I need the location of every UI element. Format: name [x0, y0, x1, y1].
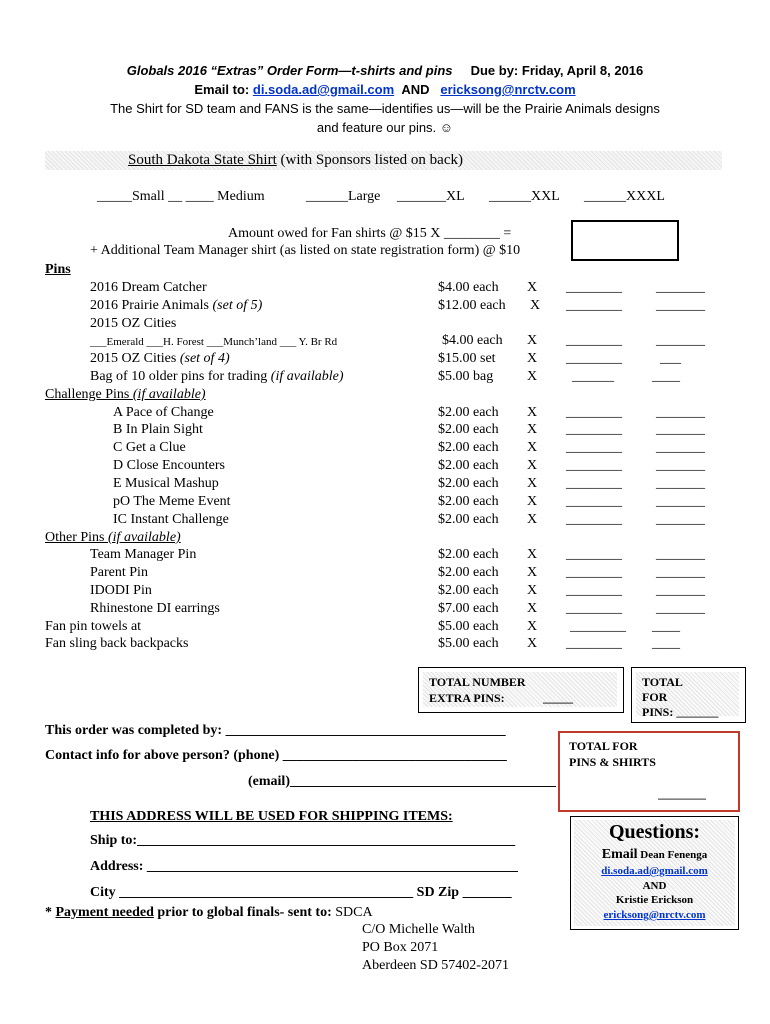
challenge-pins-heading: Challenge Pins (if available)	[45, 387, 206, 402]
other-pin-name: IDODI Pin	[90, 583, 152, 598]
ship-to-field[interactable]: Ship to:______________________________________________________	[90, 833, 516, 848]
pin-price: $2.00 each	[438, 440, 499, 455]
size-large[interactable]: ______Large	[306, 189, 381, 204]
qty-blank[interactable]: ________	[566, 476, 622, 491]
pin-price: $2.00 each	[438, 512, 499, 527]
pin-price: $2.00 each	[438, 422, 499, 437]
size-xxl[interactable]: ______XXL	[489, 189, 560, 204]
due-date: Due by: Friday, April 8, 2016	[470, 63, 644, 78]
challenge-pin-name: D Close Encounters	[113, 458, 225, 473]
other-pin-name: Team Manager Pin	[90, 547, 197, 562]
total-ps-label: TOTAL FOR	[569, 739, 638, 753]
other-pin-name: Fan pin towels at	[45, 619, 142, 634]
qty-blank[interactable]: ________	[566, 298, 622, 313]
pin-trading-bag: Bag of 10 older pins for trading (if available)	[90, 369, 344, 384]
amount-blank[interactable]: _______	[656, 422, 705, 437]
form-title: Globals 2016 “Extras” Order Form—t-shirts and pins Due by: Friday, April 8, 2016	[126, 63, 644, 78]
pin-price: $2.00 each	[438, 494, 499, 509]
times-sign: X	[527, 512, 538, 527]
times-sign: X	[527, 333, 538, 348]
times-sign: X	[527, 440, 538, 455]
amount-blank[interactable]: _______	[656, 333, 705, 348]
fan-shirt-amount: Amount owed for Fan shirts @ $15 X ________ =	[228, 226, 512, 241]
shirt-title: South Dakota State Shirt (with Sponsors listed on back)	[128, 152, 463, 168]
times-sign: X	[527, 351, 538, 366]
city-state-zip-field[interactable]: City __________________________________________ SD Zip _______	[90, 885, 512, 900]
pin-price: $5.00 each	[438, 619, 499, 634]
extra-pins-label: EXTRA PINS:	[429, 691, 505, 705]
pin-price: $5.00 bag	[438, 369, 494, 384]
size-small-medium[interactable]: _____Small __ ____ Medium	[97, 189, 265, 204]
amount-blank[interactable]: _______	[656, 494, 705, 509]
questions-and: AND	[642, 880, 667, 892]
mail-address-line: C/O Michelle Walth	[362, 922, 475, 937]
total-ps-label-2: PINS & SHIRTS	[569, 755, 656, 769]
other-pin-name: Parent Pin	[90, 565, 148, 580]
qty-blank[interactable]: ________	[566, 440, 622, 455]
times-sign: X	[527, 619, 538, 634]
total-pins-label: TOTAL	[642, 675, 683, 689]
times-sign: X	[527, 280, 538, 295]
qty-blank[interactable]: ________	[566, 458, 622, 473]
questions-box	[570, 816, 739, 930]
total-ps-blank[interactable]: ________	[658, 787, 706, 801]
challenge-pin-name: A Pace of Change	[113, 405, 214, 420]
qty-blank[interactable]: ________	[566, 405, 622, 420]
amount-blank[interactable]: _______	[656, 547, 705, 562]
shirt-total-box[interactable]	[571, 220, 679, 261]
pin-price: $2.00 each	[438, 458, 499, 473]
amount-blank[interactable]: ____	[652, 636, 680, 651]
amount-blank[interactable]: ____	[652, 369, 680, 384]
total-pins-shirts-box[interactable]	[558, 731, 740, 812]
qty-blank[interactable]: ______	[572, 369, 614, 384]
total-pins-box[interactable]	[631, 667, 746, 723]
pin-price: $12.00 each	[438, 298, 506, 313]
times-sign: X	[527, 565, 538, 580]
mail-address-line: PO Box 2071	[362, 940, 439, 955]
shirt-note-2: and feature our pins. ☺	[316, 120, 454, 135]
qty-blank[interactable]: ________	[566, 547, 622, 562]
amount-blank[interactable]: ___	[660, 351, 681, 366]
qty-blank[interactable]: ________	[570, 619, 626, 634]
times-sign: X	[527, 636, 538, 651]
oz-city-options[interactable]: ___Emerald ___H. Forest ___Munch’land ___ Y. Br Rd	[90, 336, 338, 348]
challenge-pin-name: C Get a Clue	[113, 440, 186, 455]
total-number-box[interactable]	[418, 667, 624, 713]
shipping-heading: THIS ADDRESS WILL BE USED FOR SHIPPING ITEMS:	[90, 809, 453, 824]
pin-price: $2.00 each	[438, 476, 499, 491]
questions-contact-1: Email Dean Fenenga	[601, 847, 708, 862]
amount-blank[interactable]: ____	[652, 619, 680, 634]
qty-blank[interactable]: ________	[566, 583, 622, 598]
pin-price: $2.00 each	[438, 405, 499, 420]
pin-price: $4.00 each	[442, 333, 503, 348]
times-sign: X	[527, 405, 538, 420]
amount-blank[interactable]: _______	[656, 476, 705, 491]
times-sign: X	[527, 369, 538, 384]
times-sign: X	[527, 458, 538, 473]
amount-blank[interactable]: _______	[656, 280, 705, 295]
pin-price: $5.00 each	[438, 636, 499, 651]
amount-blank[interactable]: _______	[656, 440, 705, 455]
size-xxxl[interactable]: ______XXXL	[584, 189, 665, 204]
challenge-pin-name: pO The Meme Event	[113, 494, 231, 509]
times-sign: X	[527, 422, 538, 437]
qty-blank[interactable]: ________	[566, 333, 622, 348]
qty-blank[interactable]: ________	[566, 280, 622, 295]
times-sign: X	[527, 601, 538, 616]
times-sign: X	[527, 583, 538, 598]
other-pin-name: Fan sling back backpacks	[45, 636, 189, 651]
pin-price: $2.00 each	[438, 547, 499, 562]
amount-blank[interactable]: _______	[656, 512, 705, 527]
times-sign: X	[527, 494, 538, 509]
other-pin-name: Rhinestone DI earrings	[90, 601, 220, 616]
questions-title: Questions:	[608, 821, 701, 843]
size-xl[interactable]: _______XL	[397, 189, 465, 204]
total-pins-label-2: FOR	[642, 690, 668, 704]
address-field[interactable]: Address: _____________________________________________________	[90, 859, 518, 874]
other-pins-heading: Other Pins (if available)	[45, 530, 181, 545]
amount-blank[interactable]: _______	[656, 405, 705, 420]
total-pins-label-3: PINS: _______	[642, 705, 719, 719]
times-sign: X	[527, 547, 538, 562]
qty-blank[interactable]: ________	[566, 422, 622, 437]
questions-email-2[interactable]: ericksong@nrctv.com	[603, 909, 706, 921]
pin-oz-set: 2015 OZ Cities (set of 4)	[90, 351, 230, 366]
qty-blank[interactable]: ________	[566, 512, 622, 527]
qty-blank[interactable]: ________	[566, 565, 622, 580]
times-sign: X	[527, 476, 538, 491]
qty-blank[interactable]: ________	[566, 601, 622, 616]
questions-contact-2: Kristie Erickson	[615, 894, 694, 906]
email-line: Email to: di.soda.ad@gmail.com AND ericksong@nrctv.com	[194, 82, 576, 97]
qty-blank[interactable]: ________	[566, 494, 622, 509]
times-sign: X	[530, 298, 541, 313]
mail-address-line: Aberdeen SD 57402-2071	[362, 958, 509, 973]
pin-dream-catcher: 2016 Dream Catcher	[90, 280, 207, 295]
pin-price: $2.00 each	[438, 565, 499, 580]
qty-blank[interactable]: ________	[566, 636, 622, 651]
pins-heading: Pins	[45, 262, 71, 277]
email-field[interactable]: (email)______________________________________	[248, 774, 556, 789]
phone-field[interactable]: Contact info for above person? (phone) ________________________________	[45, 748, 507, 763]
pin-prairie-animals: 2016 Prairie Animals (set of 5)	[90, 298, 263, 313]
questions-email-1[interactable]: di.soda.ad@gmail.com	[601, 865, 708, 877]
pin-price: $2.00 each	[438, 583, 499, 598]
amount-blank[interactable]: _______	[656, 458, 705, 473]
pin-price: $4.00 each	[438, 280, 499, 295]
challenge-pin-name: B In Plain Sight	[113, 422, 203, 437]
total-number-label: TOTAL NUMBER	[429, 675, 526, 689]
amount-blank[interactable]: _______	[656, 298, 705, 313]
pin-price: $7.00 each	[438, 601, 499, 616]
extra-pins-blank[interactable]: _____	[543, 691, 573, 705]
amount-blank[interactable]: _______	[656, 583, 705, 598]
challenge-pin-name: E Musical Mashup	[113, 476, 219, 491]
manager-shirt-line: + Additional Team Manager shirt (as listed on state registration form) @ $10	[90, 243, 521, 258]
shirt-note: The Shirt for SD team and FANS is the same—identifies us—will be the Prairie Animals designs	[110, 101, 660, 116]
payment-note: * Payment needed prior to global finals- sent to: SDCA	[45, 905, 373, 920]
completed-by-field[interactable]: This order was completed by: ________________________________________	[45, 723, 506, 738]
qty-blank[interactable]: ________	[566, 351, 622, 366]
amount-blank[interactable]: _______	[656, 601, 705, 616]
challenge-pin-name: IC Instant Challenge	[113, 512, 229, 527]
email-link-2[interactable]: ericksong@nrctv.com	[440, 82, 576, 97]
amount-blank[interactable]: _______	[656, 565, 705, 580]
email-link-1[interactable]: di.soda.ad@gmail.com	[252, 82, 395, 97]
pin-price: $15.00 set	[438, 351, 496, 366]
pin-oz-cities: 2015 OZ Cities	[90, 316, 177, 331]
